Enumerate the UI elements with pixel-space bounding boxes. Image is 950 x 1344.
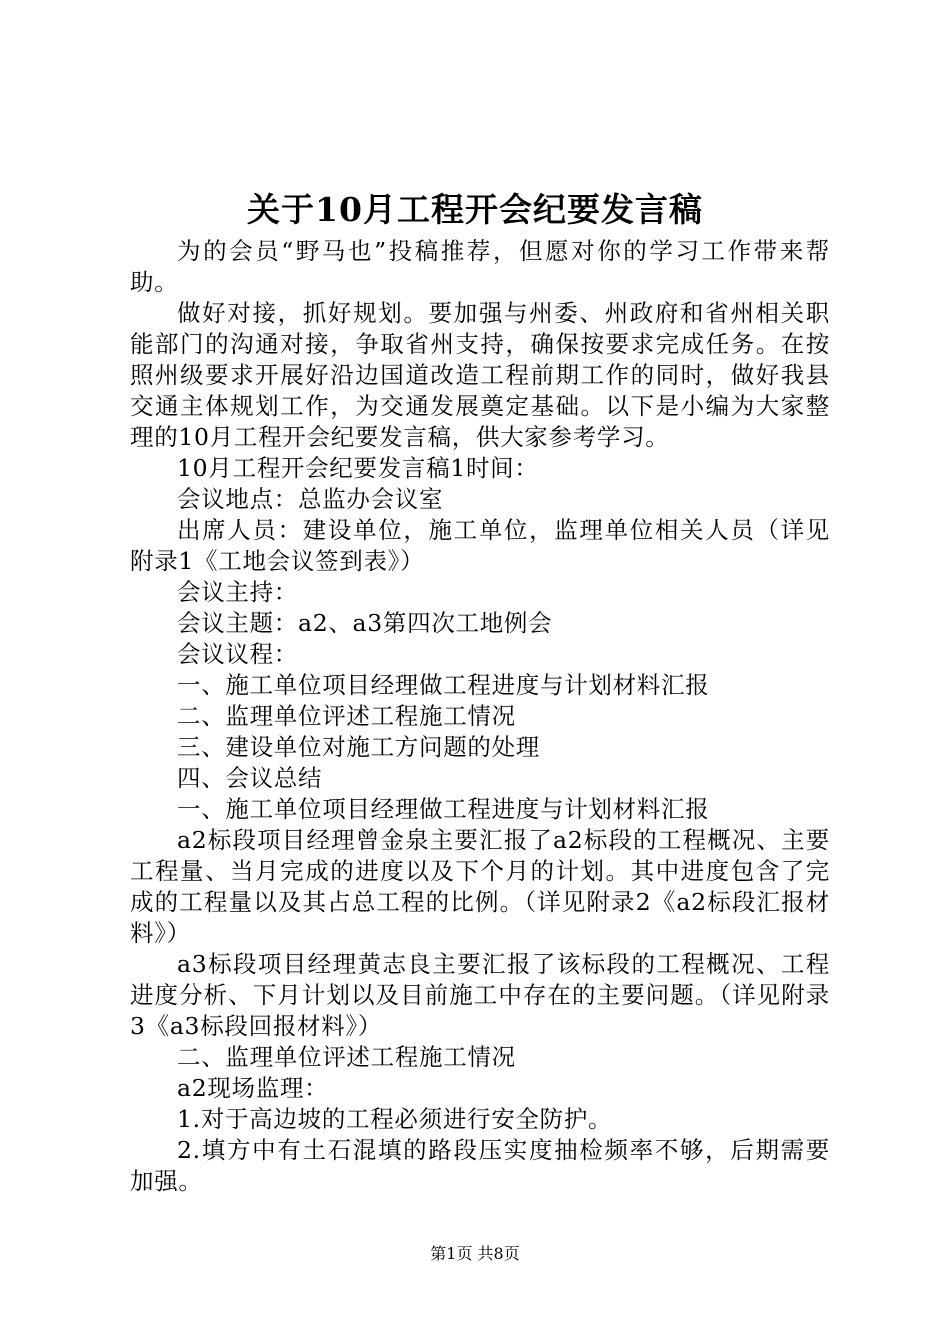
section-heading: 一、施工单位项目经理做工程进度与计划材料汇报 bbox=[177, 795, 710, 823]
agenda-item: 二、监理单位评述工程施工情况 bbox=[177, 702, 516, 730]
paragraph: a2现场监理： bbox=[177, 1074, 329, 1102]
paragraph: 会议主持： bbox=[177, 578, 298, 606]
paragraph: 做好对接，抓好规划。要加强与州委、州政府和省州相关职能部门的沟通对接，争取省州支持，确保按要求完成任务。在按照州级要求开展好沿边国道改造工程前期工作的同时，做好我县交通主体规划工作，为交通发展奠定基础。以下是小编为大家整理的10月工程开会纪要发言稿，供大家参考学习。 bbox=[130, 299, 830, 451]
page-footer: 第1页 共8页 bbox=[430, 1244, 520, 1263]
document-body bbox=[130, 236, 830, 1197]
section-heading: 二、监理单位评述工程施工情况 bbox=[177, 1043, 516, 1071]
paragraph: 会议主题：a2、a3第四次工地例会 bbox=[177, 609, 553, 637]
document-title: 关于10月工程开会纪要发言稿 bbox=[247, 190, 703, 229]
agenda-item: 四、会议总结 bbox=[177, 764, 323, 792]
agenda-item: 一、施工单位项目经理做工程进度与计划材料汇报 bbox=[177, 671, 710, 699]
paragraph: 10月工程开会纪要发言稿1时间： bbox=[177, 454, 539, 482]
list-item: 2.填方中有土石混填的路段压实度抽检频率不够，后期需要加强。 bbox=[130, 1136, 830, 1195]
paragraph: 会议议程： bbox=[177, 640, 298, 668]
paragraph: a3标段项目经理黄志良主要汇报了该标段的工程概况、工程进度分析、下月计划以及目前施工中存在的主要问题。（详见附录3《a3标段回报材料》） bbox=[130, 950, 830, 1040]
paragraph: 为的会员“野马也”投稿推荐，但愿对你的学习工作带来帮助。 bbox=[130, 237, 830, 296]
paragraph: 会议地点：总监办会议室 bbox=[177, 485, 444, 513]
paragraph: 出席人员：建设单位，施工单位，监理单位相关人员（详见附录1《工地会议签到表》） bbox=[130, 516, 830, 575]
list-item: 1.对于高边坡的工程必须进行安全防护。 bbox=[177, 1105, 613, 1133]
agenda-item: 三、建设单位对施工方问题的处理 bbox=[177, 733, 540, 761]
paragraph: a2标段项目经理曾金泉主要汇报了a2标段的工程概况、主要工程量、当月完成的进度以及下个月的计划。其中进度包含了完成的工程量以及其占总工程的比例。（详见附录2《a2标段汇报材料》） bbox=[130, 826, 830, 947]
